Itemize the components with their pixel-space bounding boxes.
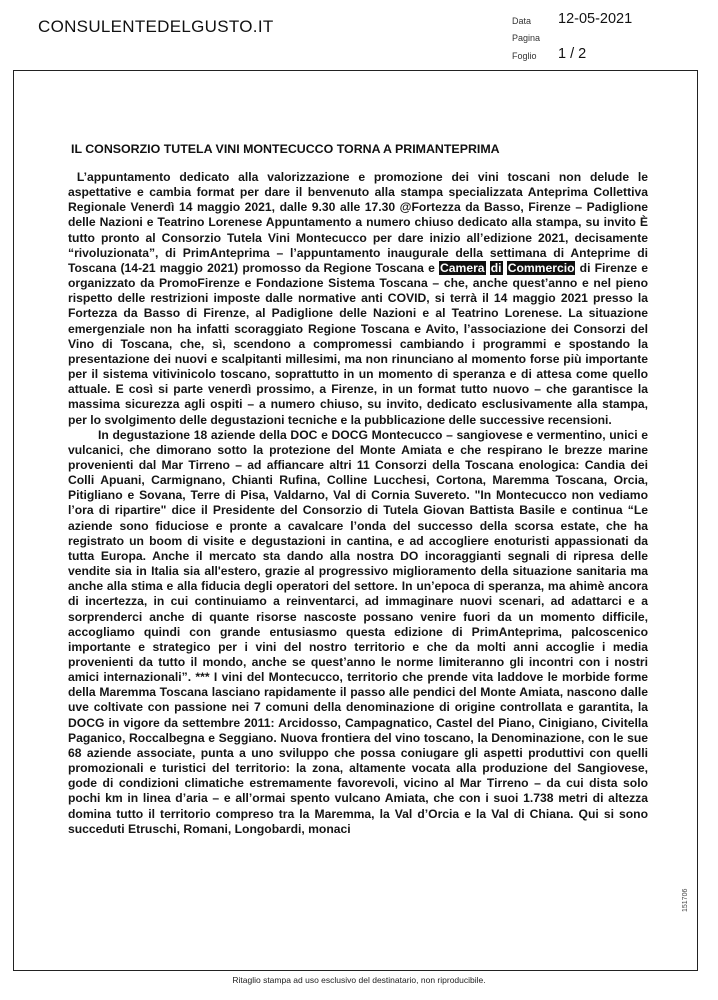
highlight-di: di [490,260,502,275]
foglio-value: 1 / 2 [558,46,587,62]
data-value: 12-05-2021 [558,11,633,27]
p1-text-post: di Firenze e organizzato da PromoFirenze e Fondazione Sistema Toscana – che, anche quest’anno e nel pieno rispetto delle restrizioni imposte dalle normative anti COVID, si terrà il 14 maggio 2021 presso la Fortezza da Basso di Firenze, al Padiglione delle Nazioni e al Teatrino Lorenese. La situazione emergenziale non ha infatti scoraggiato Regione Toscana e Avito, l’associazione dei Consorzi del Vino di Toscana, che, sì, scendono a compromessi cambiando i programmi e spostando la presentazione dei nuovi e scalpitanti millesimi, ma non rinunciano al momento forse più importante per il sistema vitivinicolo toscano, soprattutto in un momento di speranza e di attesa come quello attuale. E così si parte venerdì prossimo, a Firenze, in un format tutto nuovo – che garantisce la massima sicurezza agli ospiti – a numero chiuso, su invito, dedicato esclusivamente alla stampa, per lo svolgimento delle degustazioni tecniche e la pubblicazione delle successive recensioni. [68,260,649,427]
foglio-label: Foglio [512,51,537,61]
highlight-commercio: Commercio [507,260,575,275]
article-body [68,170,648,837]
pagina-label: Pagina [512,33,541,43]
data-label: Data [512,16,532,26]
side-code: 151706 [682,888,689,912]
p1-text-pre: L’appuntamento dedicato alla valorizzazione e promozione dei vini toscani non delude le aspettative e cambia format per dare il benvenuto alla stampa specializzata Anteprima Collettiva Regionale Venerdì 14 maggio 2021, dalle 9.30 alle 17.30 @Fortezza da Basso, Firenze – Padiglione delle Nazioni e Teatrino Lorenese Appuntamento a numero chiuso dedicato alla stampa, su invito È tutto pronto al Consorzio Tutela Vini Montecucco per dare inizio all’edizione 2021, decisamente “rivoluzionata”, di PrimAnteprima – l’appuntamento inaugurale della settimana di Anteprime di Toscana (14-21 maggio 2021) promosso da Regione Toscana e [68,170,649,275]
highlight-camera: Camera [440,260,485,275]
paragraph-2: In degustazione 18 aziende della DOC e DOCG Montecucco – sangiovese e vermentino, unici e vulcanici, che dimorano sotto la protezione del Monte Amiata e che respirano le brezze marine provenienti dal Mar Tirreno – ad affiancare altri 11 Consorzi della Toscana enologica: Candia dei Colli Apuani, Carmignano, Chianti Rufina, Colline Lucchesi, Cortona, Maremma Toscana, Orcia, Pitigliano e Sovana, Terre di Pisa, Valdarno, Val di Cornia Suvereto. "In Montecucco non vediamo l’ora di ripartire" dice il Presidente del Consorzio di Tutela Giovan Battista Basile e continua “Le aziende sono fiduciose e pronte a cavalcare l’onda del successo della scorsa estate, che ha registrato un boom di visite e degustazioni in cantina, e ad accogliere enoturisti appassionati da tutta Europa. Anche il mercato sta dando alla nostra DO incoraggianti segnali di ripresa delle vendite sia in Italia sia all'estero, grazie al progressivo miglioramento della situazione sanitaria ma anche alla stima e alla fiducia degli operatori del settore. In un’epoca di speranza, ma ahimè ancora di incertezza, in cui continuiamo a reinventarci, ad immaginare nuovi scenari, ad adattarci e a sorprenderci anche di quante risorse nascoste possano venire fuori da un momento difficile, accogliamo quindi con grande entusiasmo questa edizione di PrimAnteprima, palcoscenico importante e strategico per i vini del nostro territorio e che da molti anni accoglie i media provenienti da tutto il mondo, anche se quest’anno le norme limiteranno gli incontri con i nostri amici internazionali”. *** I vini del Montecucco, territorio che prende vita laddove le morbide forme della Maremma Toscana lasciano rapidamente il passo alle pendici del Monte Amiata, nascono dalle uve coltivate con passione nei 7 comuni della denominazione di origine controllata e garantita, la DOCG in vigore da settembre 2011: Arcidosso, Campagnatico, Castel del Piano, Cinigiano, Civitella Paganico, Roccalbegna e Seggiano. Nuova frontiera del vino toscano, la Denominazione, con le sue 68 aziende associate, punta a uno sviluppo che possa coniugare gli aspetti produttivi con quelli promozionali e turistici del territorio: la zona, altamente vocata alla produzione del Sangiovese, gode di condizioni climatiche estremamente favorevoli, vicino al Mar Tirreno – da cui dista solo pochi km in linea d’aria – e all’ormai spento vulcano Amiata, che con i suoi 1.738 metri di altezza domina tutto il territorio compreso tra la Maremma, la Val d’Orcia e la Val di Chiana. Qui si sono succeduti Etruschi, Romani, Longobardi, monaci [68,427,648,836]
footer-note: Ritaglio stampa ad uso esclusivo del destinatario, non riproducibile. [232,975,486,985]
paragraph-1 [68,170,648,428]
site-name: CONSULENTEDELGUSTO.IT [38,17,274,36]
article-title: IL CONSORZIO TUTELA VINI MONTECUCCO TORNA A PRIMANTEPRIMA [71,142,500,156]
